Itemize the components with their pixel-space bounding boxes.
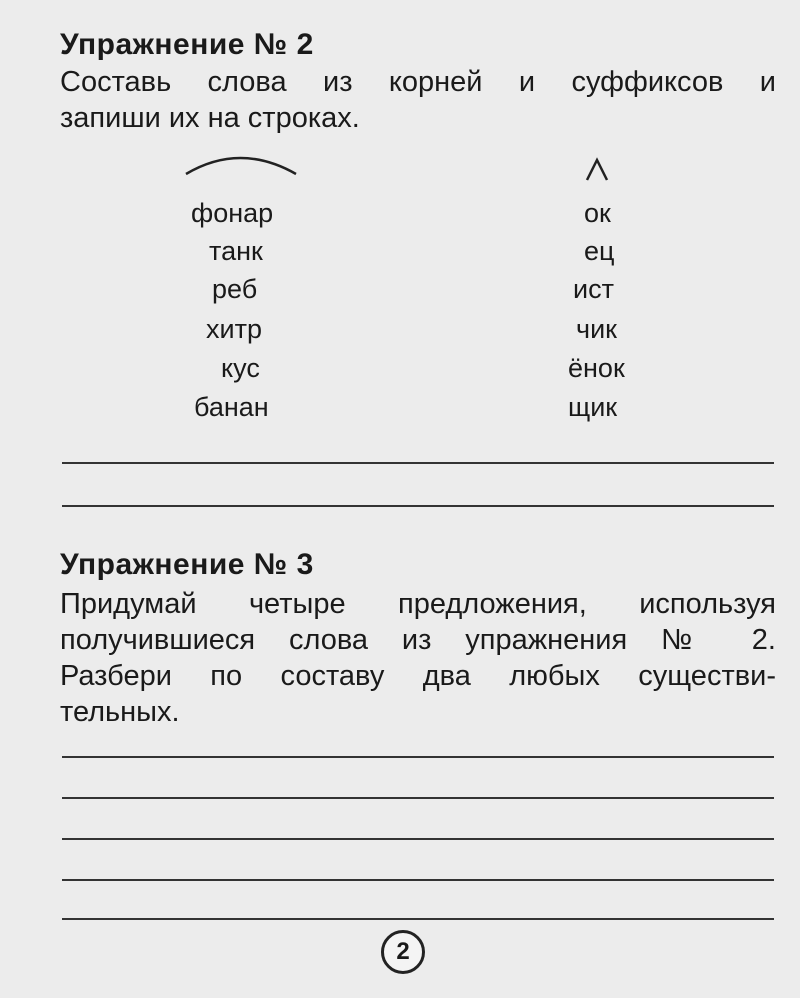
exercise-2-line-1: Составь слова из корней и суффиксов и [60,66,776,98]
writing-line[interactable] [62,797,774,799]
suffix-word: ок [584,198,611,228]
exercise-3-line-2: получившиеся слова из упражнения № 2. [60,624,776,656]
root-word: кус [221,353,260,383]
root-word: хитр [206,314,262,344]
exercise-3-title: Упражнение № 3 [60,548,314,581]
writing-line[interactable] [62,756,774,758]
writing-line[interactable] [62,918,774,920]
exercise-3-line-3: Разбери по составу два любых существи- [60,660,776,692]
suffix-word: щик [568,392,618,422]
exercise-3-line-1: Придумай четыре предложения, используя [60,588,776,620]
root-word: танк [209,236,263,266]
exercise-3-line-4: тельных. [60,696,180,728]
suffix-caret-mark [587,160,607,180]
suffix-word: ёнок [568,353,625,383]
suffix-word: ист [573,274,614,304]
root-word: реб [212,274,258,304]
writing-line[interactable] [62,462,774,464]
writing-line[interactable] [62,879,774,881]
writing-line[interactable] [62,505,774,507]
exercise-3-instructions [60,586,776,730]
exercise-2-line-2: запиши их на строках. [60,102,360,134]
suffix-word: ец [584,236,615,266]
root-word: фонар [191,198,274,228]
root-word: банан [194,392,269,422]
page-number: 2 [381,930,425,974]
writing-line[interactable] [62,838,774,840]
root-arc-mark [186,158,296,174]
suffix-word: чик [576,314,617,344]
exercise-2-title: Упражнение № 2 [60,28,314,61]
